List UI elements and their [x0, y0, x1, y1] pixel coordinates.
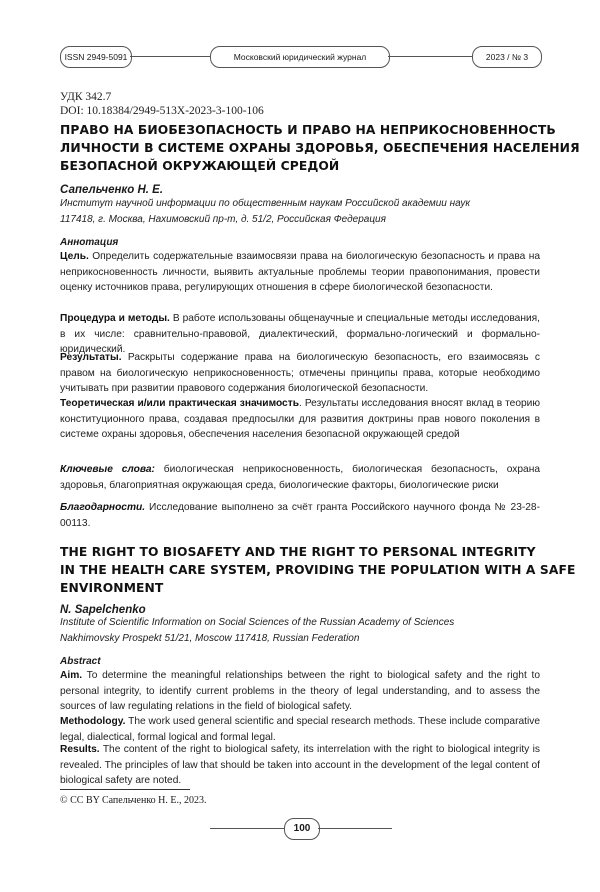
- affiliation-line: 117418, г. Москва, Нахимовский пр-т, д. 51/2, Российская Федерация: [60, 214, 386, 225]
- section-text: The content of the right to biological safety, its interrelation with the right to biological integrity is revealed. The principles of law that should be taken into account in the development of the legal content of biological safety are noted.: [60, 744, 540, 786]
- section-text: The work used general scientific and special research methods. These include comparative legal, dialectical, formal logical and formal legal.: [60, 716, 540, 743]
- english-title: [60, 543, 576, 597]
- russian-acknowledgements: [60, 500, 540, 531]
- russian-keywords: [60, 462, 540, 493]
- russian-title-line: ЛИЧНОСТИ В СИСТЕМЕ ОХРАНЫ ЗДОРОВЬЯ, ОБЕСПЕЧЕНИЯ НАСЕЛЕНИЯ: [60, 141, 580, 155]
- section-label: Methodology.: [60, 716, 126, 727]
- english-abstract-aim: [60, 668, 540, 715]
- english-title-line: THE RIGHT TO BIOSAFETY AND THE RIGHT TO PERSONAL INTEGRITY: [60, 545, 536, 559]
- section-label: Теоретическая и/или практическая значимость: [60, 398, 299, 409]
- issn-tag: ISSN 2949-5091: [60, 46, 132, 68]
- russian-abstract-results: [60, 350, 540, 397]
- russian-abstract-significance: [60, 396, 540, 443]
- affiliation-line: Институт научной информации по общественным наукам Российской академии наук: [60, 198, 471, 209]
- section-text: Определить содержательные взаимосвязи права на биологическую безопасность и права на неприкосновенность личности, выявить актуальные проблемы теории правопонимания, провести оценку источников права, регулирующих отношения в сфере биологической безопасности.: [60, 251, 540, 293]
- section-label: Aim.: [60, 670, 83, 681]
- section-text: . Результаты исследования вносят вклад в теорию конституционного права, создавая предпосылки для развития доктрины прав нового поколения в системе охраны здоровья, обеспечения населения безопасной окружающей средой: [60, 398, 540, 440]
- acknowledgements-text: Исследование выполнено за счёт гранта Российского научного фонда № 23-28-00113.: [60, 502, 540, 529]
- russian-title-line: БЕЗОПАСНОЙ ОКРУЖАЮЩЕЙ СРЕДОЙ: [60, 159, 340, 173]
- english-title-line: ENVIRONMENT: [60, 581, 164, 595]
- english-author: N. Sapelchenko: [60, 604, 146, 616]
- page-number-rule-right: [318, 828, 392, 829]
- russian-abstract-aim: [60, 249, 540, 296]
- page-number-rule-left: [210, 828, 284, 829]
- doi: DOI: 10.18384/2949-513X-2023-3-100-106: [60, 105, 264, 117]
- english-abstract-results: [60, 742, 540, 789]
- english-abstract-heading: Abstract: [60, 656, 101, 667]
- issue-tag: 2023 / № 3: [472, 46, 542, 68]
- section-label: Цель.: [60, 251, 89, 262]
- section-label: Процедура и методы.: [60, 313, 170, 324]
- section-text: Раскрыты содержание права на биологическую безопасность, его взаимосвязь с правом на биологическую неприкосновенность; отмечены принципы права, которые необходимо учитывать при развитии правового содержания биологической безопасности.: [60, 352, 540, 394]
- russian-title-line: ПРАВО НА БИОБЕЗОПАСНОСТЬ И ПРАВО НА НЕПРИКОСНОВЕННОСТЬ: [60, 123, 556, 137]
- udk-doi-block: [60, 90, 264, 118]
- affiliation-line: Institute of Scientific Information on Social Sciences of the Russian Academy of Sciences: [60, 617, 455, 628]
- udk-code: УДК 342.7: [60, 91, 112, 103]
- acknowledgements-label: Благодарности.: [60, 502, 146, 513]
- page-number: 100: [284, 818, 320, 840]
- english-affiliation: [60, 615, 454, 647]
- section-label: Results.: [60, 744, 100, 755]
- journal-name-tag: Московский юридический журнал: [210, 46, 390, 68]
- keywords-text: биологическая неприкосновенность, биологическая безопасность, охрана здоровья, благоприятная окружающая среда, биологические факторы, биологические риски: [60, 464, 540, 491]
- running-header: [60, 44, 540, 70]
- russian-title: [60, 121, 580, 175]
- russian-abstract-heading: Аннотация: [60, 237, 119, 248]
- english-title-line: IN THE HEALTH CARE SYSTEM, PROVIDING THE POPULATION WITH A SAFE: [60, 563, 576, 577]
- english-abstract-methodology: [60, 714, 540, 745]
- affiliation-line: Nakhimovsky Prospekt 51/21, Moscow 117418, Russian Federation: [60, 633, 360, 644]
- section-text: В работе использованы общенаучные и специальные методы исследования, в их числе: сравнительно-правовой, диалектический, формально-логический и формально-юридический.: [60, 313, 541, 355]
- russian-author: Сапельченко Н. Е.: [60, 184, 164, 196]
- keywords-label: Ключевые слова:: [60, 464, 155, 475]
- copyright-notice: © CC BY Сапельченко Н. Е., 2023.: [60, 795, 207, 806]
- russian-affiliation: [60, 196, 470, 228]
- footnote-rule: [60, 789, 190, 790]
- section-text: To determine the meaningful relationships between the right to biological safety and the right to personal integrity, to identify current problems in the theory of legal understanding, and to assess the sources of law regulating relations in the field of biological safety.: [60, 670, 540, 712]
- header-divider-right: [388, 56, 472, 57]
- header-divider-left: [130, 56, 210, 57]
- section-label: Результаты.: [60, 352, 122, 363]
